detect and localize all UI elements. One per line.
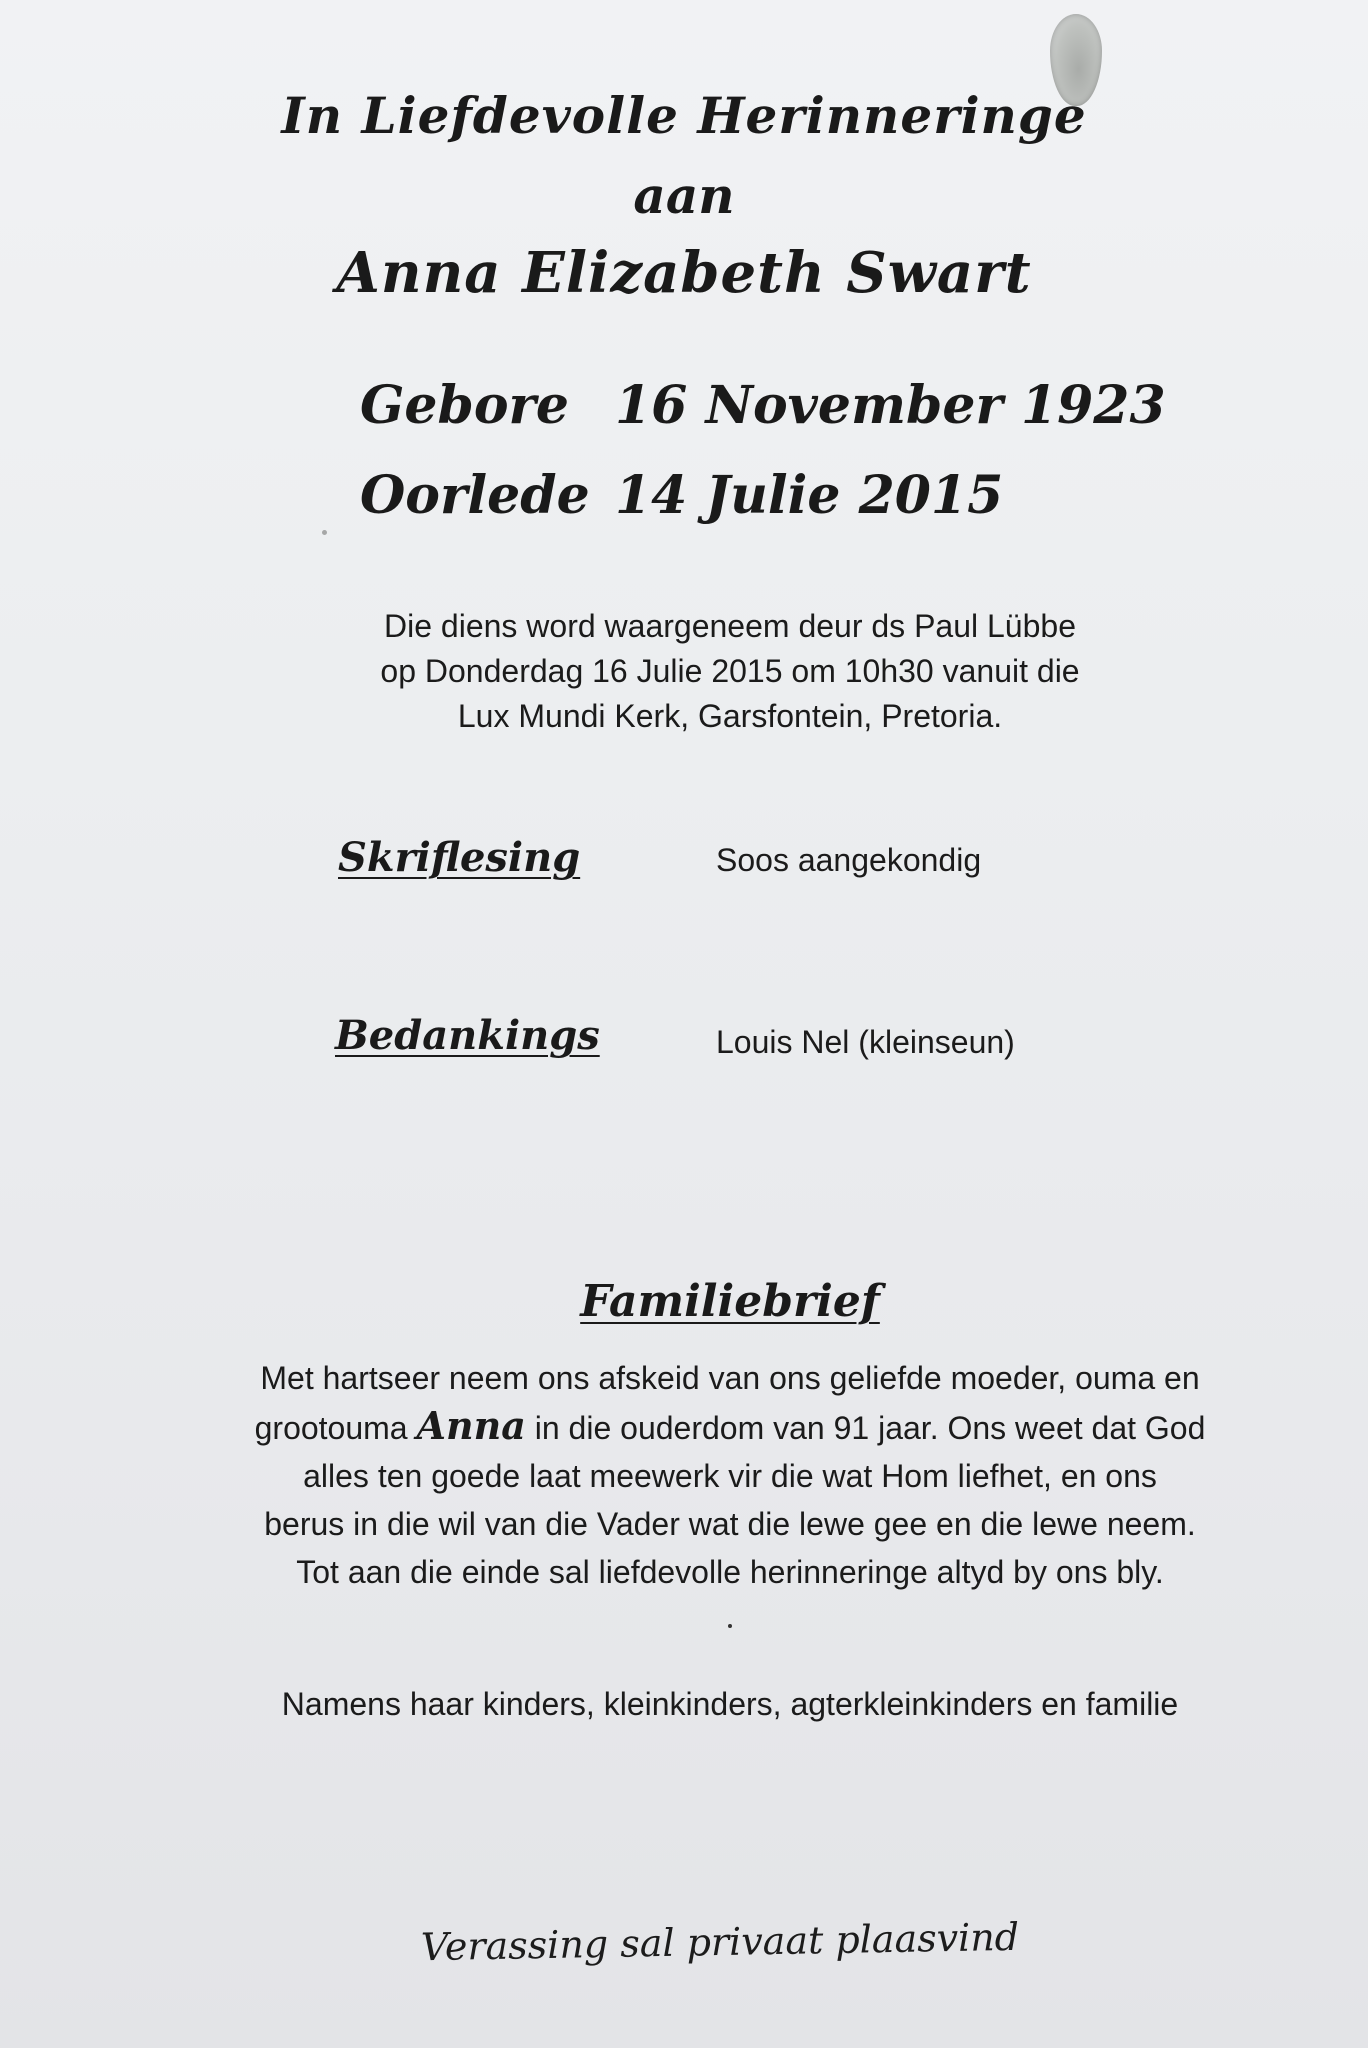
family-letter-body — [230, 1354, 1230, 1596]
letter-name: Anna — [416, 1403, 526, 1448]
service-line: Die diens word waargeneem deur ds Paul Lübbe — [384, 608, 1076, 644]
letter-line: Tot aan die einde sal liefdevolle herinneringe altyd by ons bly. — [296, 1554, 1164, 1590]
paper-speck — [322, 530, 327, 535]
born-date: 16 November 1923 — [615, 375, 1166, 436]
service-details — [0, 604, 1368, 739]
scripture-label: Skriflesing — [338, 834, 581, 881]
letter-line: berus in die wil van die Vader wat die lewe gee en die lewe neem. — [264, 1506, 1196, 1542]
born-label: Gebore — [360, 375, 570, 436]
died-date: 14 Julie 2015 — [615, 465, 1004, 526]
stray-dot — [728, 1624, 732, 1628]
thanks-label: Bedankings — [335, 1012, 600, 1059]
letter-text: grootouma — [254, 1410, 417, 1446]
service-line: Lux Mundi Kerk, Garsfontein, Pretoria. — [457, 698, 1003, 734]
letter-line: Met hartseer neem ons afskeid van ons geliefde moeder, ouma en — [260, 1360, 1200, 1396]
letter-text: in die ouderdom van 91 jaar. Ons weet dat God — [525, 1410, 1206, 1446]
letter-line — [230, 1402, 1230, 1452]
header-dedication: In Liefdevolle Herinneringe — [281, 86, 1087, 145]
thanks-value: Louis Nel (kleinseun) — [716, 1024, 1015, 1060]
scripture-value: Soos aangekondig — [716, 842, 982, 878]
died-label: Oorlede — [360, 465, 590, 526]
family-letter-heading: Familiebrief — [580, 1276, 880, 1327]
letter-line: alles ten goede laat meewerk vir die wat Hom liefhet, en ons — [303, 1458, 1157, 1494]
header-aan: aan — [633, 166, 735, 225]
family-signoff: Namens haar kinders, kleinkinders, agterkleinkinders en familie — [281, 1686, 1179, 1722]
deceased-name: Anna Elizabeth Swart — [336, 240, 1032, 306]
service-line: op Donderdag 16 Julie 2015 om 10h30 vanuit die — [380, 653, 1080, 689]
cremation-note: Verassing sal privaat plaasvind — [420, 1914, 1020, 1970]
